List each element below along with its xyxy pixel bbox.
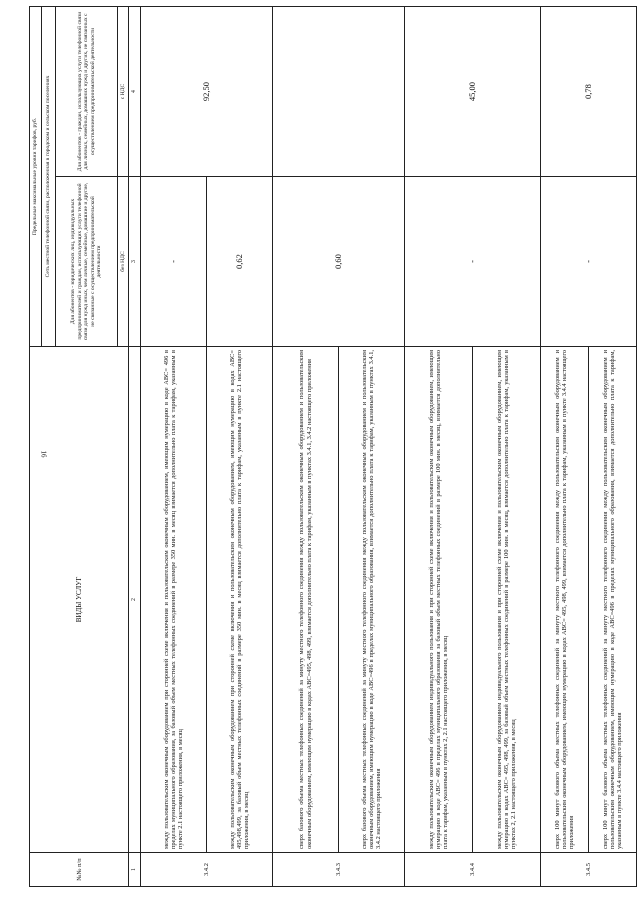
tariff-table [29, 6, 637, 887]
service-desc: между пользовательским оконечным оборудованием при сторонней схеме включения и пользовательским оконечным оборудованием, имеющим нумерацию в кодах АВС= 495,498,499, за базовый объем местных телефонных соединений в размере 350 мин. в месяц взимается дополнительно плата к тарифам, указанным в пункте 2.1 настоящего приложения, в месяц [207, 347, 273, 853]
service-desc: между пользовательским оконечным оборудованием индивидуального пользования и при сторонней схеме включения и пользовательским оконечным оборудованием, имеющим нумерацию в кодах АВС= 495, 498, 499, за базовый объем местных телефонных соединений в размере 100 мин. в месяц, взимается дополнительно плата к тарифам, указанным в пунктах 2, 2.1 настоящего приложения, в месяц [473, 347, 541, 853]
row-num: 3.4.3 [273, 853, 405, 887]
price-no-vat: 0,60 [273, 177, 405, 347]
price-with-vat [273, 6, 405, 176]
service-desc: между пользовательским оконечным оборудованием при сторонней схеме включения и пользовательским оконечным оборудованием, имеющим нумерацию в коде АВС= 496 в пределах муниципального образования, за базовый объем местных телефонных соединений в размере 350 мин. в месяц взимается дополнительно плата к тарифам, указанным в пункте 2.1 настоящего приложения, в месяц [141, 347, 207, 853]
header-services: ВИДЫ УСЛУГ [30, 347, 129, 853]
price-with-vat: 92,50 [141, 6, 273, 176]
header-network: Сеть местной телефонной связи, расположенная в городском и сельском поселениях [42, 6, 56, 346]
service-desc: сверх 100 минут базового объема местных телефонных соединений за минуту местного телефонного соединения между пользовательским оконечным оборудованием и пользовательским оконечным оборудованием, имеющим нумерацию в коде АВС=496 в пределах муниципального образования, взимается дополнительно плата к тарифам, указанным в пункте 3.4.4 настоящего приложения [589, 347, 637, 853]
header-citizens: Для абонентов - граждан, использующих услуги телефонной связи для личных, семейных, домашних нужд и других, не связанных с осуществлением предпринимательской деятельности [56, 6, 118, 176]
header-with-vat: с НДС [118, 6, 129, 176]
header-legal-entities: Для абонентов - юридических лиц, индивидуальных предпринимателей и граждан, использующих услуги телефонной связи для нужд иных, чем личные, семейные, домашние и другие, не связанные с осуществлением предпринимательской деятельности [56, 177, 118, 347]
price-with-vat: 45,00 [405, 6, 541, 176]
header-num: №№ п/п [30, 853, 129, 887]
header-tariff-levels: Предельные максимальные уровни тарифов, руб. [30, 6, 42, 346]
service-desc: сверх 100 минут базового объема местных телефонных соединений за минуту местного телефонного соединения между пользовательским оконечным оборудованием и пользовательским оконечным оборудованием, имеющим нумерацию в кодах АВС= 495, 498, 499, взимается дополнительно плата к тарифам, указанным в пункте 3.4.4 настоящего приложения [541, 347, 589, 853]
index-cell: 2 [129, 347, 141, 853]
price-no-vat: - [405, 177, 541, 347]
row-num: 3.4.2 [141, 853, 273, 887]
index-cell: 1 [129, 853, 141, 887]
table-row [541, 6, 589, 886]
price-with-vat: 0,78 [541, 6, 637, 176]
price-no-vat: - [141, 177, 207, 347]
row-num: 3.4.5 [541, 853, 637, 887]
table-row [141, 6, 207, 886]
page-number: 16 [39, 450, 48, 458]
service-desc: сверх базового объема местных телефонных соединений за минуту местного телефонного соединения между пользовательским оконечным оборудованием и пользовательским оконечным оборудованием, имеющим нумерацию в коде АВС=496 в пределах муниципального образования, взимается дополнительно плата к тарифам, указанным в пунктах 3.4.1, 3.4.2 настоящего приложения [339, 347, 405, 853]
price-no-vat: 0,62 [207, 177, 273, 347]
index-cell: 3 [129, 177, 141, 347]
service-desc: сверх базового объема местных телефонных соединений за минуту местного телефонного соединения между пользовательским оконечным оборудованием и пользовательским оконечным оборудованием, имеющим нумерацию в кодах АВС=495, 498, 499, взимается дополнительно плата к тарифам, указанным в пунктах 3.4.1, 3.4.2 настоящего приложения [273, 347, 339, 853]
price-no-vat: - [541, 177, 637, 347]
index-cell: 4 [129, 6, 141, 176]
table-row [405, 6, 473, 886]
table-row [273, 6, 339, 886]
service-desc: между пользовательским оконечным оборудованием индивидуального пользования и при сторонней схеме включения и пользовательским оконечным оборудованием, имеющим нумерацию в коде АВС= 496 в пределах муниципального образования за базовый объем местных телефонных соединений в размере 100 мин. в месяц, взимается дополнительно плата к тарифам, указанным в пунктах 2, 2.1 настоящего приложения, в месяц [405, 347, 473, 853]
row-num: 3.4.4 [405, 853, 541, 887]
tariff-table-sheet [29, 7, 627, 887]
header-no-vat: без НДС [118, 177, 129, 347]
